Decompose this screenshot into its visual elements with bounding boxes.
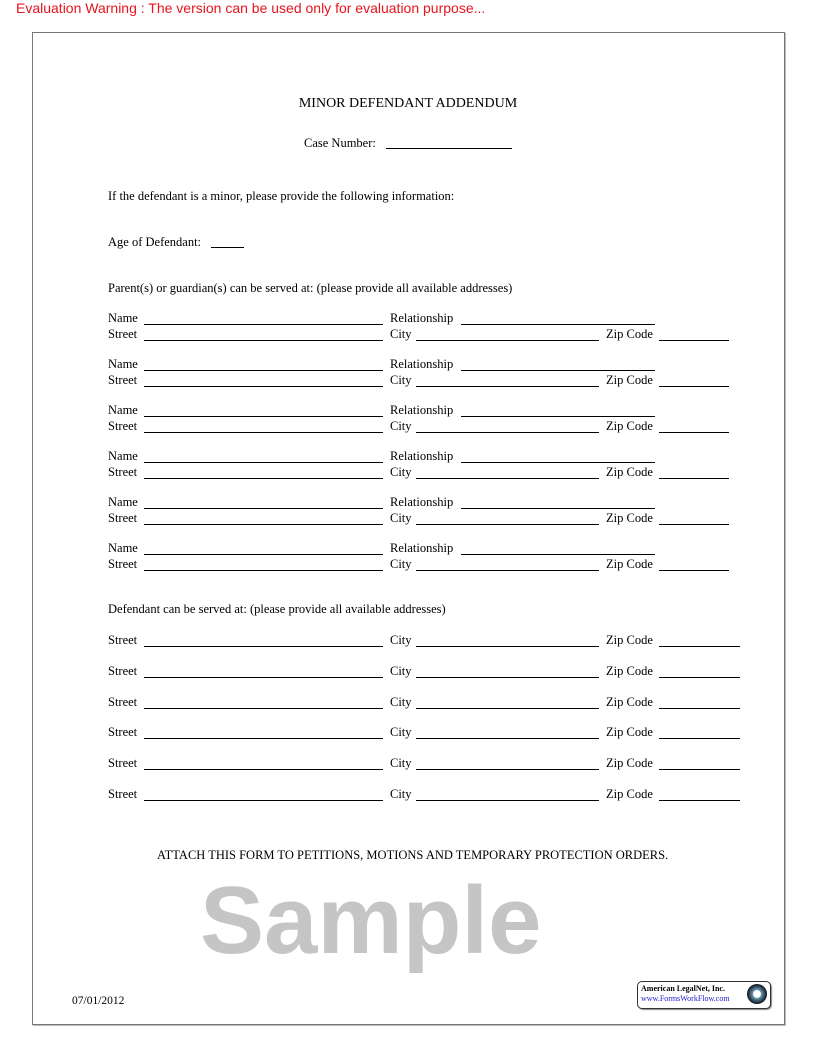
city-label: City <box>390 373 412 387</box>
street-label: Street <box>108 695 138 709</box>
parent-relationship-field[interactable] <box>461 416 655 417</box>
sample-watermark: Sample <box>200 867 542 974</box>
defendant-street-field[interactable] <box>144 800 383 801</box>
parent-city-field[interactable] <box>416 340 599 341</box>
logo-company: American LegalNet, Inc. <box>641 984 725 993</box>
street-label: Street <box>108 419 138 433</box>
city-label: City <box>390 419 412 433</box>
parent-city-field[interactable] <box>416 432 599 433</box>
zip-label: Zip Code <box>606 633 653 647</box>
zip-label: Zip Code <box>606 725 653 739</box>
zip-label: Zip Code <box>606 756 653 770</box>
defendant-city-field[interactable] <box>416 677 599 678</box>
defendant-zip-field[interactable] <box>659 677 740 678</box>
defendant-street-field[interactable] <box>144 677 383 678</box>
parent-city-field[interactable] <box>416 386 599 387</box>
defendant-city-field[interactable] <box>416 769 599 770</box>
street-label: Street <box>108 664 138 678</box>
city-label: City <box>390 725 412 739</box>
parent-city-field[interactable] <box>416 524 599 525</box>
defendant-zip-field[interactable] <box>659 769 740 770</box>
relationship-label: Relationship <box>390 541 454 555</box>
city-label: City <box>390 465 412 479</box>
parent-zip-field[interactable] <box>659 340 729 341</box>
logo-url[interactable]: www.FormsWorkFlow.com <box>641 994 730 1003</box>
street-label: Street <box>108 465 138 479</box>
zip-label: Zip Code <box>606 465 653 479</box>
parent-relationship-field[interactable] <box>461 554 655 555</box>
defendant-heading: Defendant can be served at: (please provide all available addresses) <box>108 602 446 616</box>
name-label: Name <box>108 495 138 509</box>
street-label: Street <box>108 373 138 387</box>
defendant-street-field[interactable] <box>144 738 383 739</box>
american-legalnet-logo <box>637 981 771 1009</box>
parent-name-field[interactable] <box>144 554 383 555</box>
city-label: City <box>390 327 412 341</box>
parent-street-field[interactable] <box>144 386 383 387</box>
defendant-zip-field[interactable] <box>659 646 740 647</box>
parent-zip-field[interactable] <box>659 524 729 525</box>
intro-text: If the defendant is a minor, please provide the following information: <box>108 189 455 203</box>
street-label: Street <box>108 787 138 801</box>
relationship-label: Relationship <box>390 311 454 325</box>
street-label: Street <box>108 327 138 341</box>
parent-street-field[interactable] <box>144 432 383 433</box>
document-page <box>32 32 785 1025</box>
city-label: City <box>390 787 412 801</box>
parent-zip-field[interactable] <box>659 386 729 387</box>
parent-name-field[interactable] <box>144 508 383 509</box>
parent-name-field[interactable] <box>144 370 383 371</box>
parent-name-field[interactable] <box>144 324 383 325</box>
relationship-label: Relationship <box>390 449 454 463</box>
name-label: Name <box>108 541 138 555</box>
case-number-label: Case Number: <box>304 136 376 150</box>
defendant-street-field[interactable] <box>144 708 383 709</box>
evaluation-warning: Evaluation Warning : The version can be used only for evaluation purpose... <box>16 0 486 16</box>
attach-note: ATTACH THIS FORM TO PETITIONS, MOTIONS AND TEMPORARY PROTECTION ORDERS. <box>157 848 669 862</box>
city-label: City <box>390 756 412 770</box>
defendant-street-field[interactable] <box>144 646 383 647</box>
relationship-label: Relationship <box>390 403 454 417</box>
defendant-street-field[interactable] <box>144 769 383 770</box>
relationship-label: Relationship <box>390 357 454 371</box>
zip-label: Zip Code <box>606 373 653 387</box>
zip-label: Zip Code <box>606 557 653 571</box>
parent-zip-field[interactable] <box>659 570 729 571</box>
street-label: Street <box>108 725 138 739</box>
parent-zip-field[interactable] <box>659 432 729 433</box>
defendant-city-field[interactable] <box>416 646 599 647</box>
zip-label: Zip Code <box>606 327 653 341</box>
parent-relationship-field[interactable] <box>461 370 655 371</box>
age-label: Age of Defendant: <box>108 235 202 249</box>
parent-name-field[interactable] <box>144 462 383 463</box>
defendant-zip-field[interactable] <box>659 708 740 709</box>
parent-relationship-field[interactable] <box>461 508 655 509</box>
defendant-zip-field[interactable] <box>659 800 740 801</box>
parent-city-field[interactable] <box>416 570 599 571</box>
name-label: Name <box>108 449 138 463</box>
parent-zip-field[interactable] <box>659 478 729 479</box>
name-label: Name <box>108 311 138 325</box>
logo-globe-icon <box>747 984 767 1004</box>
zip-label: Zip Code <box>606 664 653 678</box>
parent-street-field[interactable] <box>144 340 383 341</box>
defendant-city-field[interactable] <box>416 708 599 709</box>
parent-city-field[interactable] <box>416 478 599 479</box>
zip-label: Zip Code <box>606 419 653 433</box>
city-label: City <box>390 695 412 709</box>
page-title: MINOR DEFENDANT ADDENDUM <box>298 96 518 111</box>
parents-heading: Parent(s) or guardian(s) can be served at: (please provide all available addresses) <box>108 281 513 295</box>
street-label: Street <box>108 756 138 770</box>
form-date: 07/01/2012 <box>72 995 125 1007</box>
zip-label: Zip Code <box>606 695 653 709</box>
defendant-zip-field[interactable] <box>659 738 740 739</box>
zip-label: Zip Code <box>606 787 653 801</box>
name-label: Name <box>108 357 138 371</box>
street-label: Street <box>108 511 138 525</box>
case-number-field[interactable] <box>386 148 512 149</box>
parent-street-field[interactable] <box>144 524 383 525</box>
parent-relationship-field[interactable] <box>461 462 655 463</box>
defendant-city-field[interactable] <box>416 800 599 801</box>
street-label: Street <box>108 633 138 647</box>
name-label: Name <box>108 403 138 417</box>
parent-street-field[interactable] <box>144 478 383 479</box>
zip-label: Zip Code <box>606 511 653 525</box>
parent-name-field[interactable] <box>144 416 383 417</box>
age-field[interactable] <box>211 247 244 248</box>
city-label: City <box>390 633 412 647</box>
city-label: City <box>390 511 412 525</box>
city-label: City <box>390 557 412 571</box>
parent-street-field[interactable] <box>144 570 383 571</box>
relationship-label: Relationship <box>390 495 454 509</box>
city-label: City <box>390 664 412 678</box>
street-label: Street <box>108 557 138 571</box>
defendant-city-field[interactable] <box>416 738 599 739</box>
parent-relationship-field[interactable] <box>461 324 655 325</box>
